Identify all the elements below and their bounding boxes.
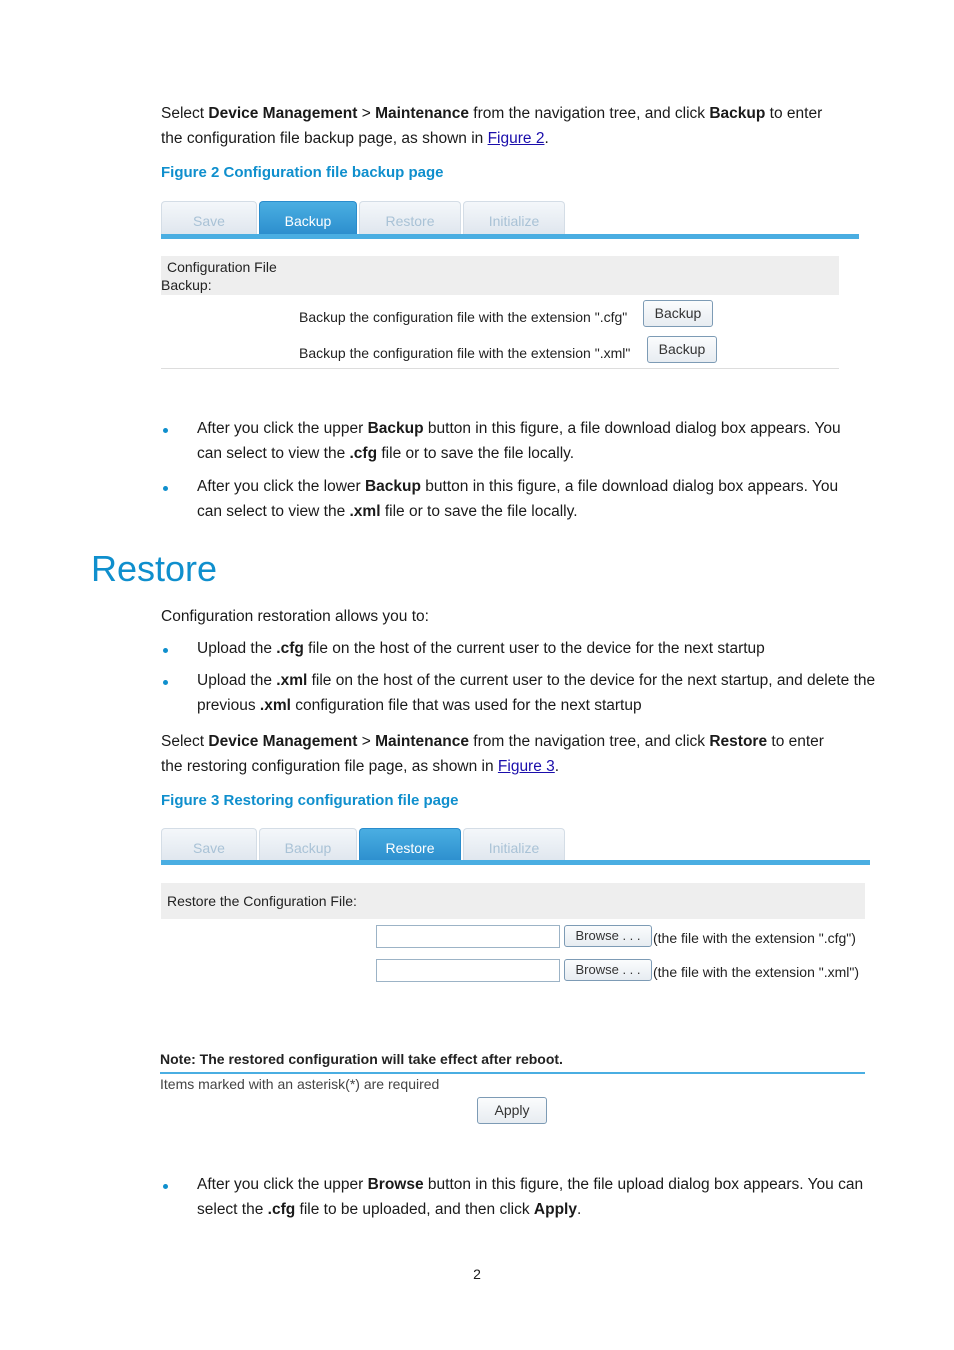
section-divider xyxy=(161,368,839,369)
backup-cfg-button[interactable]: Backup xyxy=(643,300,713,327)
tab-restore[interactable]: Restore xyxy=(359,201,461,235)
cfg-hint: (the file with the extension ".cfg") xyxy=(653,930,856,946)
tab-backup[interactable]: Backup xyxy=(259,828,357,862)
list-item: After you click the lower Backup button in this figure, a file download dialog box appears. You can select to view the .xml file or to save the file locally. xyxy=(197,478,839,520)
list-item: After you click the upper Backup button in this figure, a file download dialog box appears. You can select to view the .cfg file or to save the file locally. xyxy=(197,420,841,462)
figure-3-link[interactable]: Figure 3 xyxy=(497,758,555,775)
restore-lead: Configuration restoration allows you to: xyxy=(161,608,429,625)
bullet-dot xyxy=(163,648,168,653)
list-item: Upload the .xml file on the host of the current user to the device for the next startup, and delete the previous .xml configuration file that was used for the next startup xyxy=(197,672,876,714)
xml-hint: (the file with the extension ".xml") xyxy=(653,964,860,980)
figure-2-tabbar xyxy=(161,201,859,239)
xml-file-input[interactable] xyxy=(376,959,560,982)
cfg-file-input[interactable] xyxy=(376,925,560,948)
restore-heading: Restore xyxy=(91,548,218,589)
list-item: After you click the upper Browse button in this figure, the file upload dialog box appears. You can select the .cfg file to be uploaded, and then click Apply. xyxy=(197,1176,864,1218)
bullet-dot xyxy=(163,486,168,491)
browse-cfg-button[interactable]: Browse . . . xyxy=(564,925,652,947)
tab-initialize[interactable]: Initialize xyxy=(463,201,565,235)
tab-save[interactable]: Save xyxy=(161,201,257,235)
backup-cfg-label: Backup the configuration file with the extension ".cfg" xyxy=(299,309,628,325)
section-title: Configuration File xyxy=(167,259,277,275)
restore-paragraph: Select Device Management > Maintenance from the navigation tree, and click Restore to enter the restoring configuration file page, as shown in Figure 3. xyxy=(161,733,824,775)
figure-2-link[interactable]: Figure 2 xyxy=(487,130,545,147)
bullet-dot xyxy=(163,1184,168,1189)
note-underline xyxy=(160,1072,865,1074)
page-number: 2 xyxy=(473,1266,481,1282)
tab-initialize[interactable]: Initialize xyxy=(463,828,565,862)
reboot-note: Note: The restored configuration will take effect after reboot. xyxy=(160,1051,563,1067)
intro-line-1: Select Device Management > Maintenance from the navigation tree, and click Backup to enter xyxy=(161,105,823,122)
section-title: Restore the Configuration File: xyxy=(167,893,357,909)
required-note: Items marked with an asterisk(*) are required xyxy=(160,1076,440,1092)
tab-restore[interactable]: Restore xyxy=(359,828,461,864)
section-title-2: Backup: xyxy=(161,277,212,293)
intro-paragraph xyxy=(161,101,871,151)
apply-button[interactable]: Apply xyxy=(477,1097,547,1124)
bullet-dot xyxy=(163,680,168,685)
tab-underline xyxy=(161,860,870,865)
tab-backup[interactable]: Backup xyxy=(259,201,357,237)
figure-3-tabbar xyxy=(161,828,870,866)
browse-xml-button[interactable]: Browse . . . xyxy=(564,959,652,981)
tab-underline xyxy=(161,234,859,239)
backup-xml-button[interactable]: Backup xyxy=(647,336,717,363)
bullet-dot xyxy=(163,428,168,433)
tab-save[interactable]: Save xyxy=(161,828,257,862)
figure-2-caption: Figure 2 Configuration file backup page xyxy=(161,164,444,181)
figure-3-caption: Figure 3 Restoring configuration file page xyxy=(161,792,459,809)
backup-xml-label: Backup the configuration file with the extension ".xml" xyxy=(299,345,631,361)
intro-line-2: the configuration file backup page, as shown in Figure 2. xyxy=(161,130,549,147)
list-item: Upload the .cfg file on the host of the current user to the device for the next startup xyxy=(197,640,765,657)
